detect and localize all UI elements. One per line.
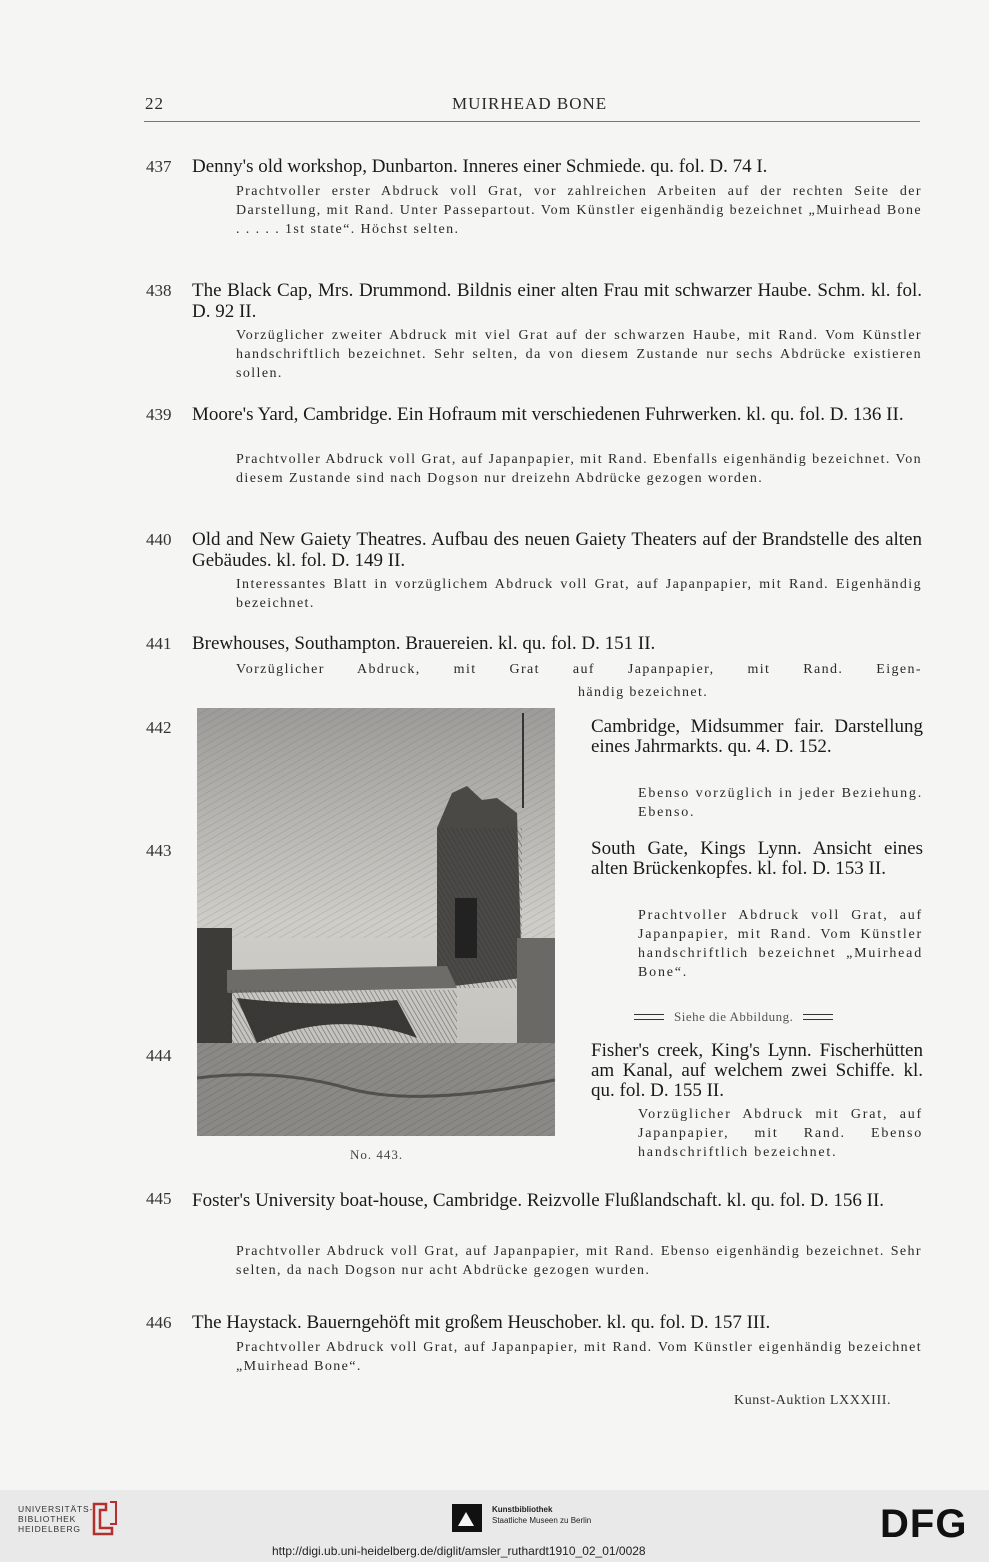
ub-label-line: HEIDELBERG <box>18 1524 81 1534</box>
kunstbibliothek-label <box>492 1504 591 1526</box>
ub-heidelberg-label <box>18 1504 93 1534</box>
page-number: 22 <box>145 94 164 113</box>
entry-description: Vorzüglicher Abdruck mit Grat, auf Japanpapier, mit Rand. Ebenso handschriftlich bezeichnet. <box>638 1107 923 1160</box>
entry-title: Denny's old workshop, Dunbarton. Inneres einer Schmiede. qu. fol. D. 74 I. <box>192 156 768 177</box>
entry-description: Vorzüglicher Abdruck, mit Grat auf Japanpapier, mit Rand. Eigen- <box>236 662 922 677</box>
kunstbibliothek-logo-icon <box>452 1504 484 1539</box>
dfg-logo: DFG <box>880 1502 968 1546</box>
running-title: MUIRHEAD BONE <box>452 94 608 113</box>
double-rule-right <box>803 1014 833 1020</box>
entry-number: 445 <box>146 1189 172 1208</box>
entry-number: 440 <box>146 530 172 549</box>
see-illustration-text: Siehe die Abbildung. <box>674 1009 794 1024</box>
entry-title: Moore's Yard, Cambridge. Ein Hofraum mit verschiedenen Fuhrwerken. kl. qu. fol. D. 136 II. <box>192 404 904 425</box>
entry-number: 437 <box>146 157 172 176</box>
entry-title: South Gate, Kings Lynn. Ansicht eines alten Brückenkopfes. kl. fol. D. 153 II. <box>591 838 923 879</box>
etching-illustration <box>197 708 555 1136</box>
figure-caption: No. 443. <box>350 1147 404 1162</box>
entry-title: Fisher's creek, King's Lynn. Fischerhütten am Kanal, auf welchem zwei Schiffe. kl. qu. fol. D. 155 II. <box>591 1040 923 1101</box>
entry-number: 446 <box>146 1313 172 1332</box>
entry-description: Prachtvoller Abdruck voll Grat, auf Japanpapier, mit Rand. Ebenso eigenhändig bezeichnet. Sehr selten, da nach Dogson nur acht Abdrücke gezogen wurden. <box>236 1244 922 1278</box>
entry-description: Prachtvoller erster Abdruck voll Grat, vor zahlreichen Arbeiten auf der rechten Seite der Darstellung, mit Rand. Unter Passepartout. Vom Künstler eigenhändig bezeichnet „Muirhead Bone . . . . . 1st state“. Höchst selten. <box>236 184 922 237</box>
catalogue-signature: Kunst-Auktion LXXXIII. <box>734 1393 892 1408</box>
kb-label-line: Staatliche Museen zu Berlin <box>492 1516 592 1525</box>
ub-label-line: UNIVERSITÄTS- <box>18 1504 94 1514</box>
ub-label-line: BIBLIOTHEK <box>18 1514 77 1524</box>
ub-heidelberg-logo-icon <box>90 1500 120 1541</box>
see-illustration-note <box>634 1009 874 1025</box>
entry-number: 439 <box>146 405 172 424</box>
entry-number: 444 <box>146 1046 172 1065</box>
entry-number: 442 <box>146 718 172 737</box>
entry-description-continued: händig bezeichnet. <box>578 685 709 700</box>
entry-title: The Haystack. Bauerngehöft mit großem Heuschober. kl. qu. fol. D. 157 III. <box>192 1312 771 1333</box>
entry-description: Ebenso vorzüglich in jeder Beziehung. Ebenso. <box>638 786 923 820</box>
header-rule <box>144 121 920 122</box>
double-rule-left <box>634 1014 664 1020</box>
digitization-footer <box>0 1490 989 1562</box>
entry-title: Foster's University boat-house, Cambridge. Reizvolle Flußlandschaft. kl. qu. fol. D. 156 II. <box>192 1190 885 1211</box>
entry-title: The Black Cap, Mrs. Drummond. Bildnis einer alten Frau mit schwarzer Haube. Schm. kl. fol. D. 92 II. <box>192 280 922 322</box>
entry-description: Prachtvoller Abdruck voll Grat, auf Japanpapier, mit Rand. Vom Künstler handschriftlich bezeichnet „Muirhead Bone“. <box>638 908 923 980</box>
entry-title: Cambridge, Midsummer fair. Darstellung eines Jahrmarkts. qu. 4. D. 152. <box>591 716 923 757</box>
entry-description: Interessantes Blatt in vorzüglichem Abdruck voll Grat, auf Japanpapier, mit Rand. Eigenhändig bezeichnet. <box>236 577 922 611</box>
entry-description: Vorzüglicher zweiter Abdruck mit viel Grat auf der schwarzen Haube, mit Rand. Vom Künstler handschriftlich bezeichnet. Sehr selten, da von diesem Zustande nur sechs Abdrücke existieren sollen. <box>236 328 922 381</box>
entry-title: Brewhouses, Southampton. Brauereien. kl. qu. fol. D. 151 II. <box>192 633 656 654</box>
entry-number: 443 <box>146 841 172 860</box>
entry-description: Prachtvoller Abdruck voll Grat, auf Japanpapier, mit Rand. Vom Künstler eigenhändig bezeichnet „Muirhead Bone“. <box>236 1340 922 1374</box>
entry-title: Old and New Gaiety Theatres. Aufbau des neuen Gaiety Theaters auf der Brandstelle des alten Gebäudes. kl. fol. D. 149 II. <box>192 529 922 571</box>
entry-description: Prachtvoller Abdruck voll Grat, auf Japanpapier, mit Rand. Ebenfalls eigenhändig bezeichnet. Von diesem Zustande sind nach Dogson nur dreizehn Abdrücke gezogen worden. <box>236 452 922 486</box>
permalink[interactable]: http://digi.ub.uni-heidelberg.de/diglit/amsler_ruthardt1910_02_01/0028 <box>272 1544 646 1558</box>
kb-label-line: Kunstbibliothek <box>492 1505 553 1514</box>
entry-number: 441 <box>146 634 172 653</box>
entry-number: 438 <box>146 281 172 300</box>
